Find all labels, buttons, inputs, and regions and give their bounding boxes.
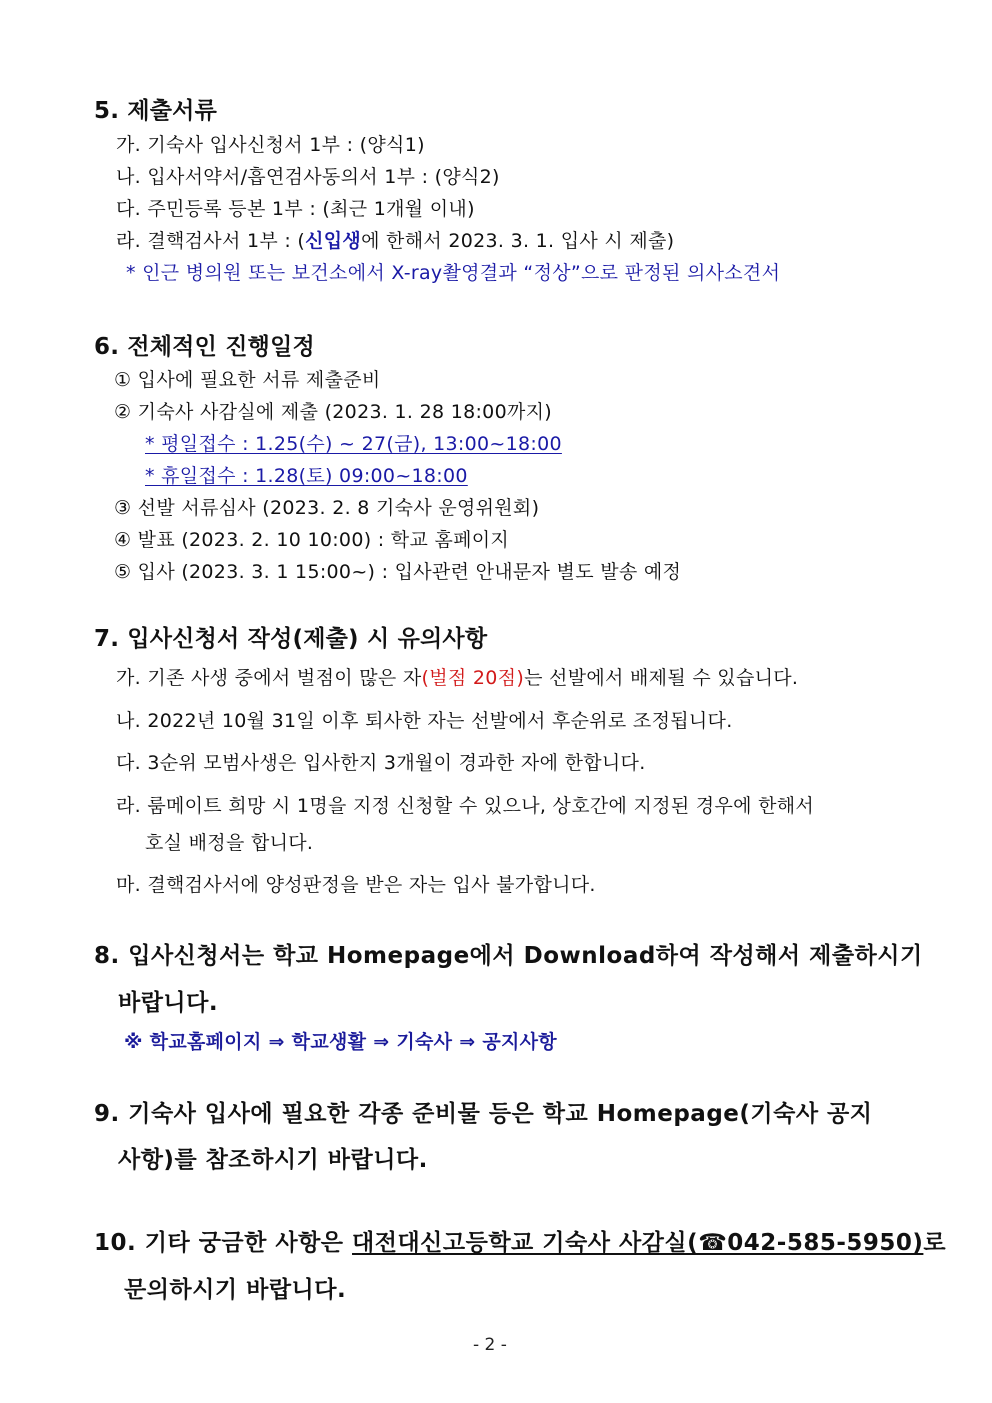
section-5-item-d-prefix: 라. 결핵검사서 1부 : (	[116, 230, 306, 252]
section-7-title: 7. 입사신청서 작성(제출) 시 유의사항	[94, 626, 488, 652]
section-5-title: 5. 제출서류	[94, 98, 218, 124]
schedule-step-4: ④ 발표 (2023. 2. 10 10:00) : 학교 홈페이지	[114, 529, 510, 551]
dormitory-office-contact: 대전대신고등학교 기숙사 사감실(☎042-585-5950)	[352, 1230, 924, 1256]
xray-note: * 인근 병의원 또는 보건소에서 X-ray촬영결과 “정상”으로 판정된 의사소견서	[126, 262, 781, 284]
section-5-item-a: 가. 기숙사 입사신청서 1부 : (양식1)	[116, 134, 425, 156]
section-5-item-d-suffix: 에 한해서 2023. 3. 1. 입사 시 제출)	[361, 230, 675, 252]
section-7-item-d-line1: 라. 룸메이트 희망 시 1명을 지정 신청할 수 있으나, 상호간에 지정된 경우에 한해서	[116, 795, 815, 817]
section-7-item-c: 다. 3순위 모범사생은 입사한지 3개월이 경과한 자에 한합니다.	[116, 752, 646, 774]
section-9-line1: 9. 기숙사 입사에 필요한 각종 준비물 등은 학교 Homepage(기숙사 공지	[94, 1101, 873, 1127]
penalty-points-note: (벌점 20점)	[421, 667, 525, 689]
schedule-step-5: ⑤ 입사 (2023. 3. 1 15:00~) : 입사관련 안내문자 별도 발송 예정	[114, 561, 682, 583]
section-7-item-a-prefix: 가. 기존 사생 중에서 벌점이 많은 자	[116, 667, 422, 689]
section-7-item-a	[116, 663, 798, 690]
section-10-line1	[94, 1224, 946, 1257]
section-5-item-b: 나. 입사서약서/흡연검사동의서 1부 : (양식2)	[116, 166, 500, 188]
freshman-emphasis: 신입생	[305, 230, 362, 252]
schedule-step-1: ① 입사에 필요한 서류 제출준비	[114, 369, 381, 391]
page-number: - 2 -	[473, 1335, 507, 1355]
section-7-item-b: 나. 2022년 10월 31일 이후 퇴사한 자는 선발에서 후순위로 조정됩니다.	[116, 710, 733, 732]
section-8-line1: 8. 입사신청서는 학교 Homepage에서 Download하여 작성해서 제출하시기	[94, 943, 923, 969]
holiday-reception-note: * 휴일접수 : 1.28(토) 09:00~18:00	[145, 465, 468, 487]
schedule-step-2: ② 기숙사 사감실에 제출 (2023. 1. 28 18:00까지)	[114, 401, 552, 423]
weekday-reception-note: * 평일접수 : 1.25(수) ~ 27(금), 13:00~18:00	[145, 433, 562, 455]
section-6-title: 6. 전체적인 진행일정	[94, 334, 315, 360]
homepage-navigation-path: ※ 학교홈페이지 ⇒ 학교생활 ⇒ 기숙사 ⇒ 공지사항	[124, 1031, 557, 1053]
schedule-step-3: ③ 선발 서류심사 (2023. 2. 8 기숙사 운영위원회)	[114, 497, 540, 519]
section-8-line2: 바랍니다.	[118, 990, 219, 1016]
section-10-line2: 문의하시기 바랍니다.	[124, 1277, 347, 1303]
section-9-line2: 사항)를 참조하시기 바랍니다.	[118, 1147, 428, 1173]
section-7-item-e: 마. 결핵검사서에 양성판정을 받은 자는 입사 불가합니다.	[116, 874, 596, 896]
section-7-item-a-suffix: 는 선발에서 배제될 수 있습니다.	[524, 667, 799, 689]
section-5-item-c: 다. 주민등록 등본 1부 : (최근 1개월 이내)	[116, 198, 475, 220]
section-10-suffix: 로	[923, 1230, 947, 1256]
section-10-prefix: 10. 기타 궁금한 사항은	[94, 1230, 353, 1256]
section-7-item-d-line2: 호실 배정을 합니다.	[145, 832, 314, 854]
section-5-item-d	[116, 226, 674, 253]
